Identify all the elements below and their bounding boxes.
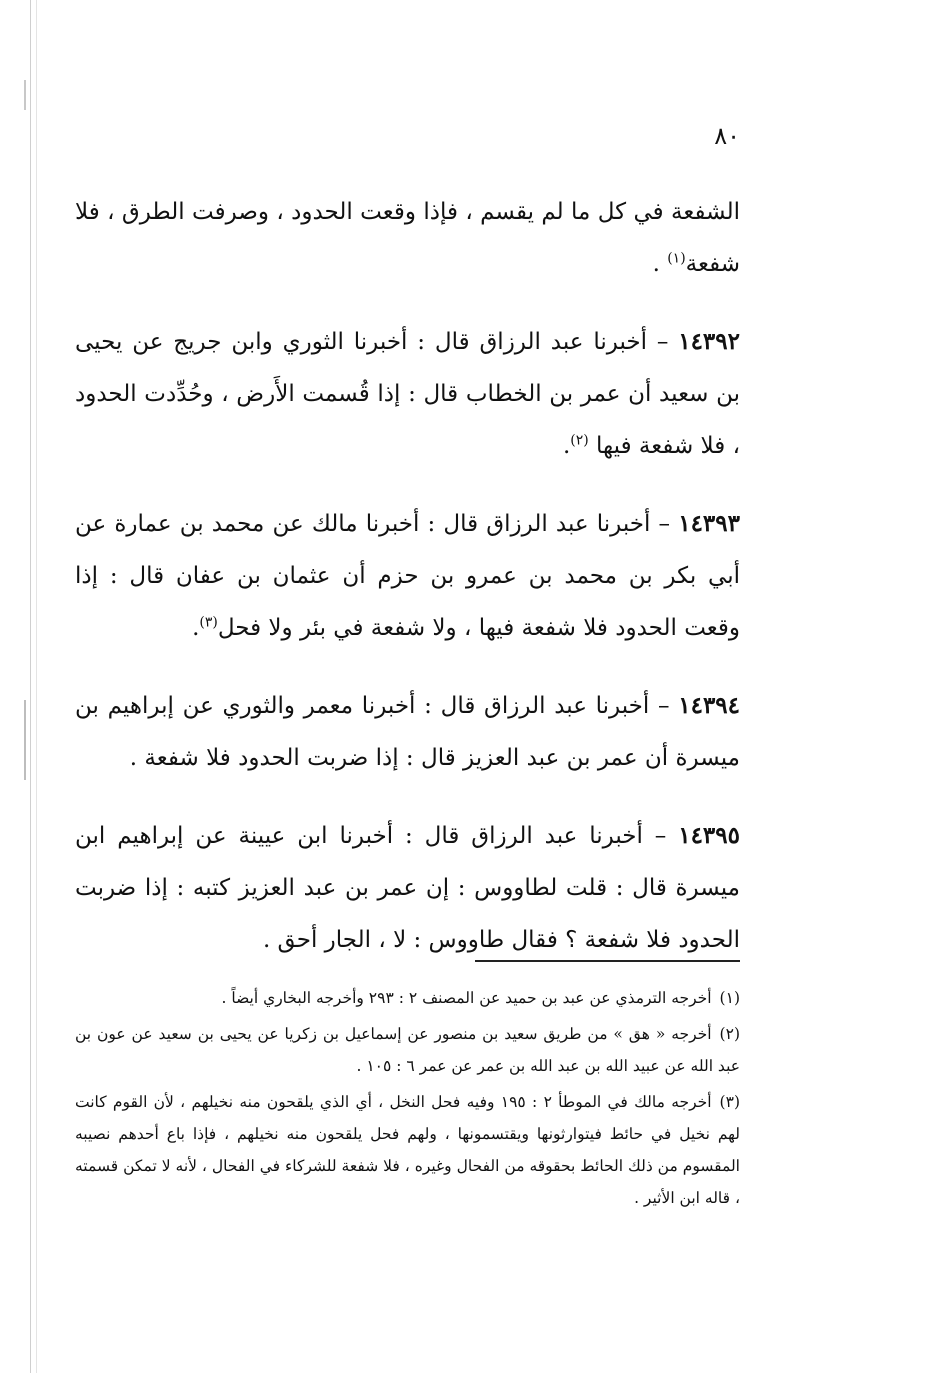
hadith-paragraph <box>75 498 740 654</box>
footnote-number: (٣) <box>719 1093 740 1111</box>
hadith-number: ١٤٣٩٢ <box>678 328 740 355</box>
paragraph-text: – أخبرنا عبد الرزاق قال : أخبرنا الثوري وابن جريج عن يحيى بن سعيد أن عمر بن الخطاب قال : إذا قُسمت الأَرض ، وحُدِّدت الحدود ، فلا شفعة فيها <box>75 329 740 459</box>
paragraph-tail: . <box>562 433 571 459</box>
footnote-ref: (١) <box>667 250 686 267</box>
footnote <box>75 1018 740 1082</box>
footnote-separator <box>475 960 740 962</box>
hadith-number: ١٤٣٩٤ <box>678 692 741 719</box>
footnote-ref: (٣) <box>199 614 218 631</box>
footnotes <box>75 982 740 1218</box>
paragraph-text: الشفعة في كل ما لم يقسم ، فإذا وقعت الحدود ، وصرفت الطرق ، فلا شفعة <box>75 199 740 277</box>
footnote-text: أخرجه مالك في الموطأ ٢ : ١٩٥ وفيه فحل النخل ، أي الذي يلقحون منه نخيلهم ، لأن القوم كانت لهم نخيل في حائط فيتوارثونها ويقتسمونها ، ولهم فحل يلقحون منه نخيلهم ، فإذا باع أحدهم نصيبه المقسوم من ذلك الحائط بحقوقه من الفحال وغيره ، فلا شفعة للشركاء في الفحال ، لأنه لا تمكن قسمته ، قاله ابن الأثير . <box>75 1093 740 1207</box>
scan-edge-line <box>30 0 31 1373</box>
hadith-paragraph <box>75 810 740 966</box>
footnote <box>75 982 740 1014</box>
paragraph-text: – أخبرنا عبد الرزاق قال : أخبرنا ابن عيينة عن إبراهيم ابن ميسرة قال : قلت لطاووس : إن عمر بن عبد العزيز كتبه : إذا ضربت الحدود فلا شفعة ؟ فقال طاووس : لا ، الجار أحق . <box>75 823 740 953</box>
footnote-text: أخرجه « هق » من طريق سعيد بن منصور عن إسماعيل بن زكريا عن يحيى بن سعيد عن عون بن عبد الله عن عبيد الله بن عبد الله بن عمر عن عمر ٦ : ١٠٥ . <box>75 1025 740 1075</box>
hadith-number: ١٤٣٩٣ <box>678 510 740 537</box>
paragraph-tail: . <box>652 251 668 277</box>
footnote-number: (١) <box>719 989 740 1007</box>
footnote-text: أخرجه الترمذي عن عبد بن حميد عن المصنف ٢ : ٢٩٣ وأخرجه البخاري أيضاً . <box>221 989 712 1007</box>
paragraph-text: – أخبرنا عبد الرزاق قال : أخبرنا معمر والثوري عن إبراهيم بن ميسرة أن عمر بن عبد العزيز قال : إذا ضربت الحدود فلا شفعة . <box>75 693 740 771</box>
paragraph-intro <box>75 186 740 290</box>
scan-edge-mark <box>24 80 26 110</box>
hadith-number: ١٤٣٩٥ <box>678 822 740 849</box>
main-text <box>75 186 740 992</box>
scan-edge-line <box>36 0 37 1373</box>
scan-edge-mark <box>24 700 26 780</box>
paragraph-tail: . <box>192 615 200 641</box>
footnote-number: (٢) <box>719 1025 740 1043</box>
footnote-ref: (٢) <box>570 432 589 449</box>
footnote <box>75 1086 740 1214</box>
hadith-paragraph <box>75 316 740 472</box>
paragraph-text: – أخبرنا عبد الرزاق قال : أخبرنا مالك عن محمد بن عمارة عن أبي بكر بن محمد بن عمرو بن حزم أن عثمان بن عفان قال : إذا وقعت الحدود فلا شفعة فيها ، ولا شفعة في بئر ولا فحل <box>75 511 740 641</box>
page-number: ٨٠ <box>714 122 740 150</box>
hadith-paragraph <box>75 680 740 784</box>
